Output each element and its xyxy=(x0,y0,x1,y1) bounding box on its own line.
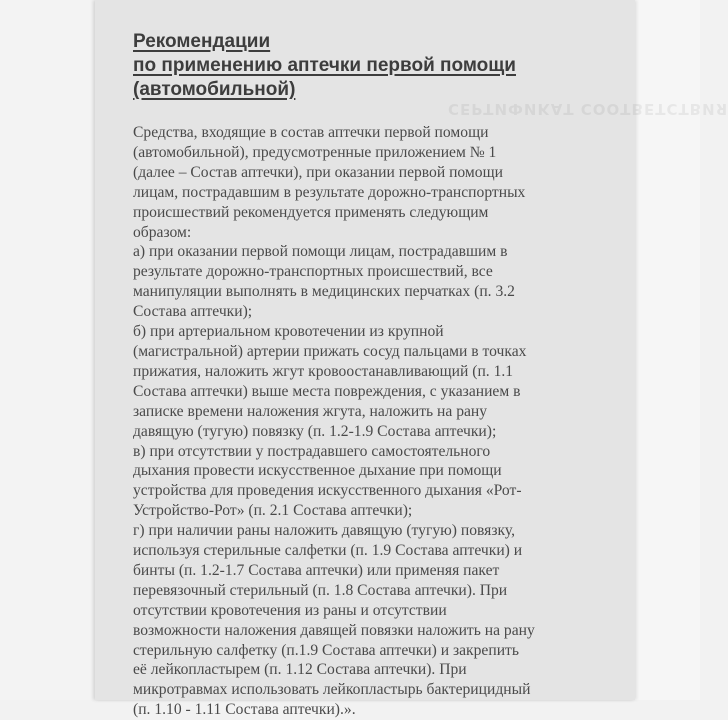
body-line: (магистральной) артерии прижать сосуд пальцами в точках xyxy=(133,342,527,360)
body-line: Состава аптечки) выше места повреждения, с указанием в xyxy=(133,382,521,400)
body-line: происшествий рекомендуется применять следующим xyxy=(133,203,489,221)
body-line: Состава аптечки); xyxy=(133,303,253,321)
body-line: Устройство-Рот» (п. 2.1 Состава аптечки); xyxy=(133,502,413,520)
body-line: используя стерильные салфетки (п. 1.9 Состава аптечки) и xyxy=(133,542,523,560)
heading-line-3: (автомобильной) xyxy=(133,79,296,100)
body-line: г) при наличии раны наложить давящую (тугую) повязку, xyxy=(133,522,516,540)
heading-line-1: Рекомендации xyxy=(133,31,271,52)
body-line: (далее – Состав аптечки), при оказании первой помощи xyxy=(133,163,503,181)
body-line: записке времени наложения жгута, наложить на рану xyxy=(133,402,488,420)
body-line: давящую (тугую) повязку (п. 1.2-1.9 Состава аптечки); xyxy=(133,422,497,440)
body-line: микротравмах использовать лейкопластырь бактерицидный xyxy=(133,681,531,699)
body-line: (п. 1.10 - 1.11 Состава аптечки).». xyxy=(133,701,356,719)
body-line: перевязочный стерильный (п. 1.8 Состава аптечки). При xyxy=(133,581,508,599)
body-line: бинты (п. 1.2-1.7 Состава аптечки) или применяя пакет xyxy=(133,561,500,579)
body-line: возможности наложения давящей повязки наложить на рану xyxy=(133,621,535,639)
body-line: стерильную салфетку (п.1.9 Состава аптечки) и закрепить xyxy=(133,641,519,659)
body-line: образом: xyxy=(133,223,192,241)
body-line: дыхания провести искусственное дыхание при помощи xyxy=(133,462,502,480)
body-line: прижатия, наложить жгут кровоостанавливающий (п. 1.1 xyxy=(133,362,514,380)
body-line: лицам, пострадавшим в результате дорожно-транспортных xyxy=(133,183,526,201)
mirrored-watermark-text: СЕРТИФИКАТ СООТВЕТСТВИЯ xyxy=(448,100,728,118)
body-line: результате дорожно-транспортных происшествий, все xyxy=(133,263,493,281)
body-line: устройства для проведения искусственного дыхания «Рот- xyxy=(133,482,522,500)
document-heading xyxy=(133,30,603,102)
body-line: манипуляции выполнять в медицинских перчатках (п. 3.2 xyxy=(133,283,515,301)
body-line: в) при отсутствии у пострадавшего самостоятельного xyxy=(133,442,491,460)
body-line: а) при оказании первой помощи лицам, пострадавшим в xyxy=(133,243,508,261)
body-line: Средства, входящие в состав аптечки первой помощи xyxy=(133,124,489,141)
heading-line-2: по применению аптечки первой помощи xyxy=(133,55,516,76)
document-body xyxy=(133,123,613,720)
body-line: б) при артериальном кровотечении из крупной xyxy=(133,323,444,341)
body-line: (автомобильной), предусмотренные приложением № 1 xyxy=(133,143,497,161)
body-line: её лейкопластырем (п. 1.12 Состава аптечки). При xyxy=(133,661,467,679)
body-line: отсутствии кровотечения из раны и отсутствии xyxy=(133,601,447,619)
